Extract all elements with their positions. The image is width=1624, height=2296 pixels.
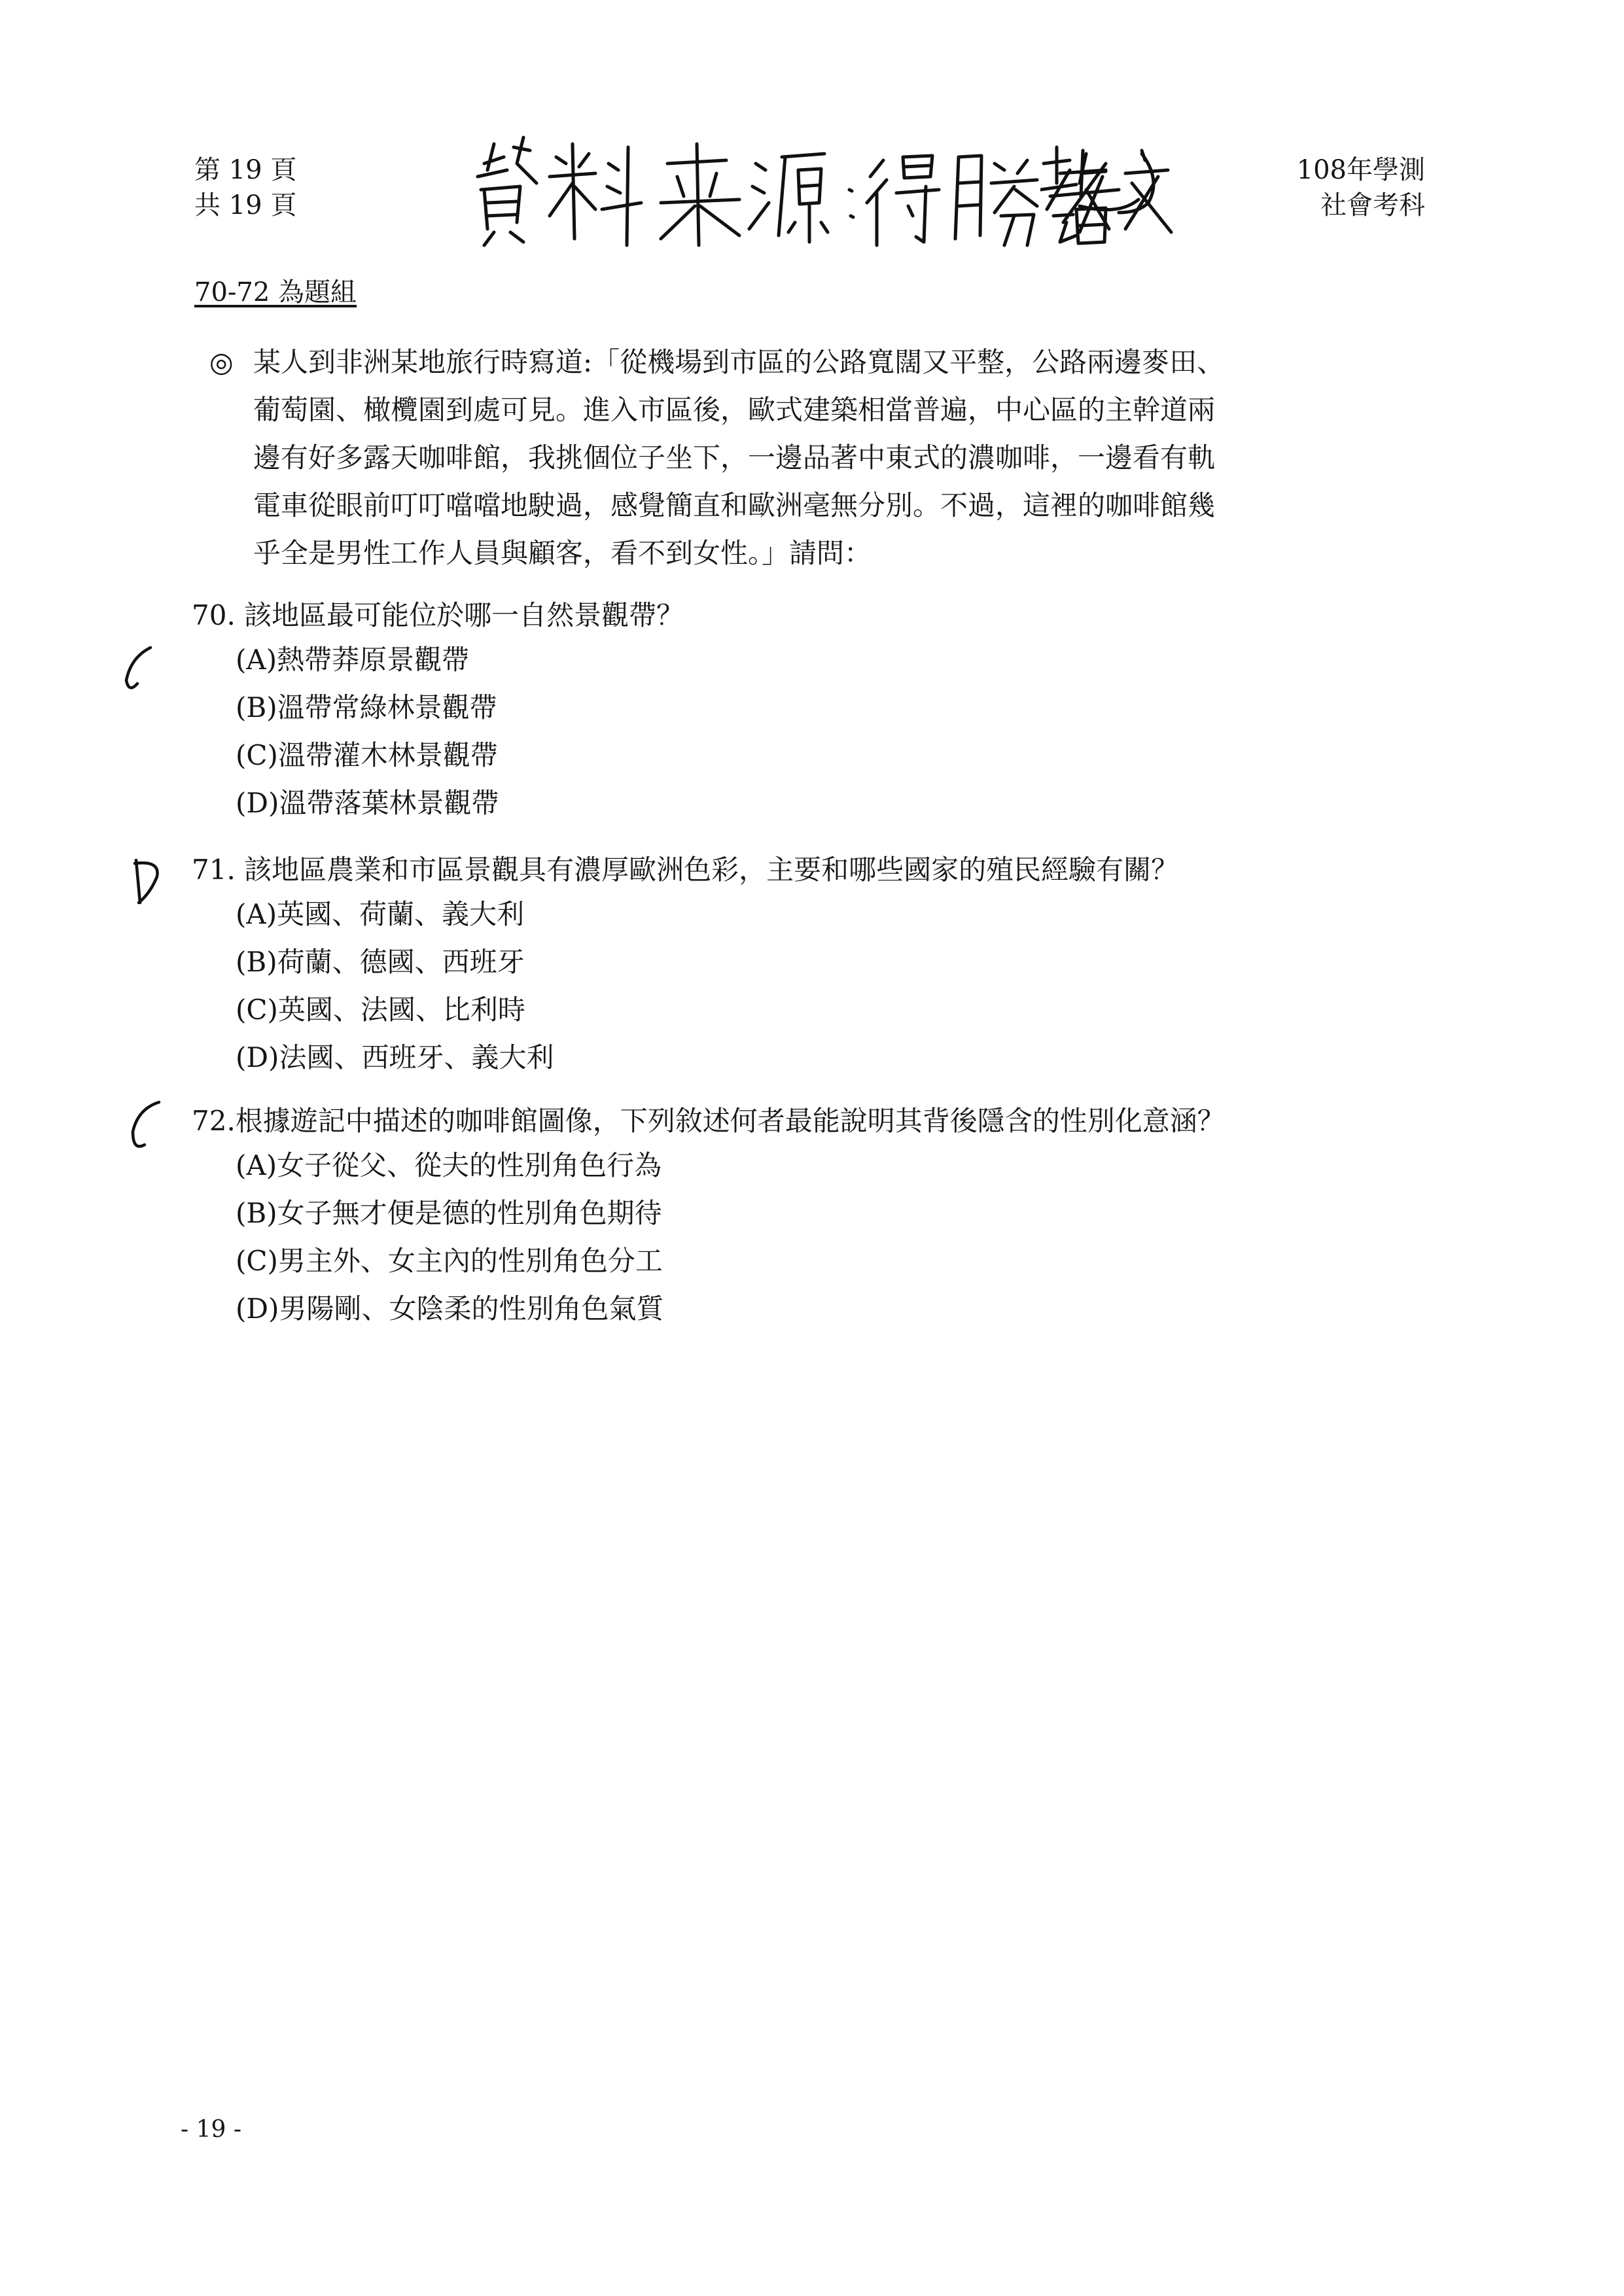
intro-line: 電車從眼前叮叮噹噹地駛過，感覺簡直和歐洲毫無分別。不過，這裡的咖啡館幾 [253,489,1216,521]
option-c: (C)男主外、女主內的性別角色分工 [236,1245,663,1277]
page-label: 第 19 頁 [194,155,297,185]
intro-line: 某人到非洲某地旅行時寫道:「從機場到市區的公路寬闊又平整，公路兩邊麥田、 [253,346,1225,378]
option-a: (A)女子從父、從夫的性別角色行為 [236,1149,662,1181]
question-72 [192,1101,1225,1332]
option-c: (C)溫帶灌木林景觀帶 [236,739,498,771]
question-71 [192,850,1178,1081]
total-pages-label: 共 19 頁 [194,190,297,220]
handwritten-answer-72 [126,1099,166,1158]
page-info [194,152,296,223]
option-a: (A)熱帶莽原景觀帶 [236,644,470,676]
question-text: 70. 該地區最可能位於哪一自然景觀帶？ [192,599,684,631]
option-c: (C)英國、法國、比利時 [236,994,525,1026]
intro-line: 乎全是男性工作人員與顧客，看不到女性。」請問： [253,537,872,569]
handwritten-note-tail [1040,124,1171,249]
question-70 [192,595,684,827]
option-b: (B)荷蘭、德國、西班牙 [236,946,525,978]
handwritten-answer-70 [121,644,160,697]
subject-name: 社會考科 [1320,190,1425,220]
double-circle-bullet-icon: ◎ [209,346,234,378]
page-number: - 19 - [181,2116,242,2143]
intro-line: 葡萄園、橄欖園到處可見。進入市區後，歐式建築相當普遍，中心區的主幹道兩 [253,394,1216,426]
option-b: (B)女子無才便是德的性別角色期待 [236,1197,662,1229]
option-b: (B)溫帶常綠林景觀帶 [236,691,497,723]
question-group-label: 70-72 為題組 [194,277,357,307]
option-d: (D)法國、西班牙、義大利 [236,1041,554,1073]
handwritten-answer-71 [131,857,164,909]
question-text: 72.根據遊記中描述的咖啡館圖像，下列敘述何者最能說明其背後隱含的性別化意涵？ [192,1105,1225,1137]
option-a: (A)英國、荷蘭、義大利 [236,898,525,930]
option-d: (D)男陽剛、女陰柔的性別角色氣質 [236,1293,664,1325]
question-text: 71. 該地區農業和市區景觀具有濃厚歐洲色彩，主要和哪些國家的殖民經驗有關？ [192,854,1179,886]
intro-line: 邊有好多露天咖啡館，我挑個位子坐下，一邊品著中東式的濃咖啡，一邊看有軌 [253,442,1216,474]
intro-passage [209,338,1224,577]
exam-info [1297,152,1425,223]
option-d: (D)溫帶落葉林景觀帶 [236,787,499,819]
exam-name: 108年學測 [1296,155,1425,185]
